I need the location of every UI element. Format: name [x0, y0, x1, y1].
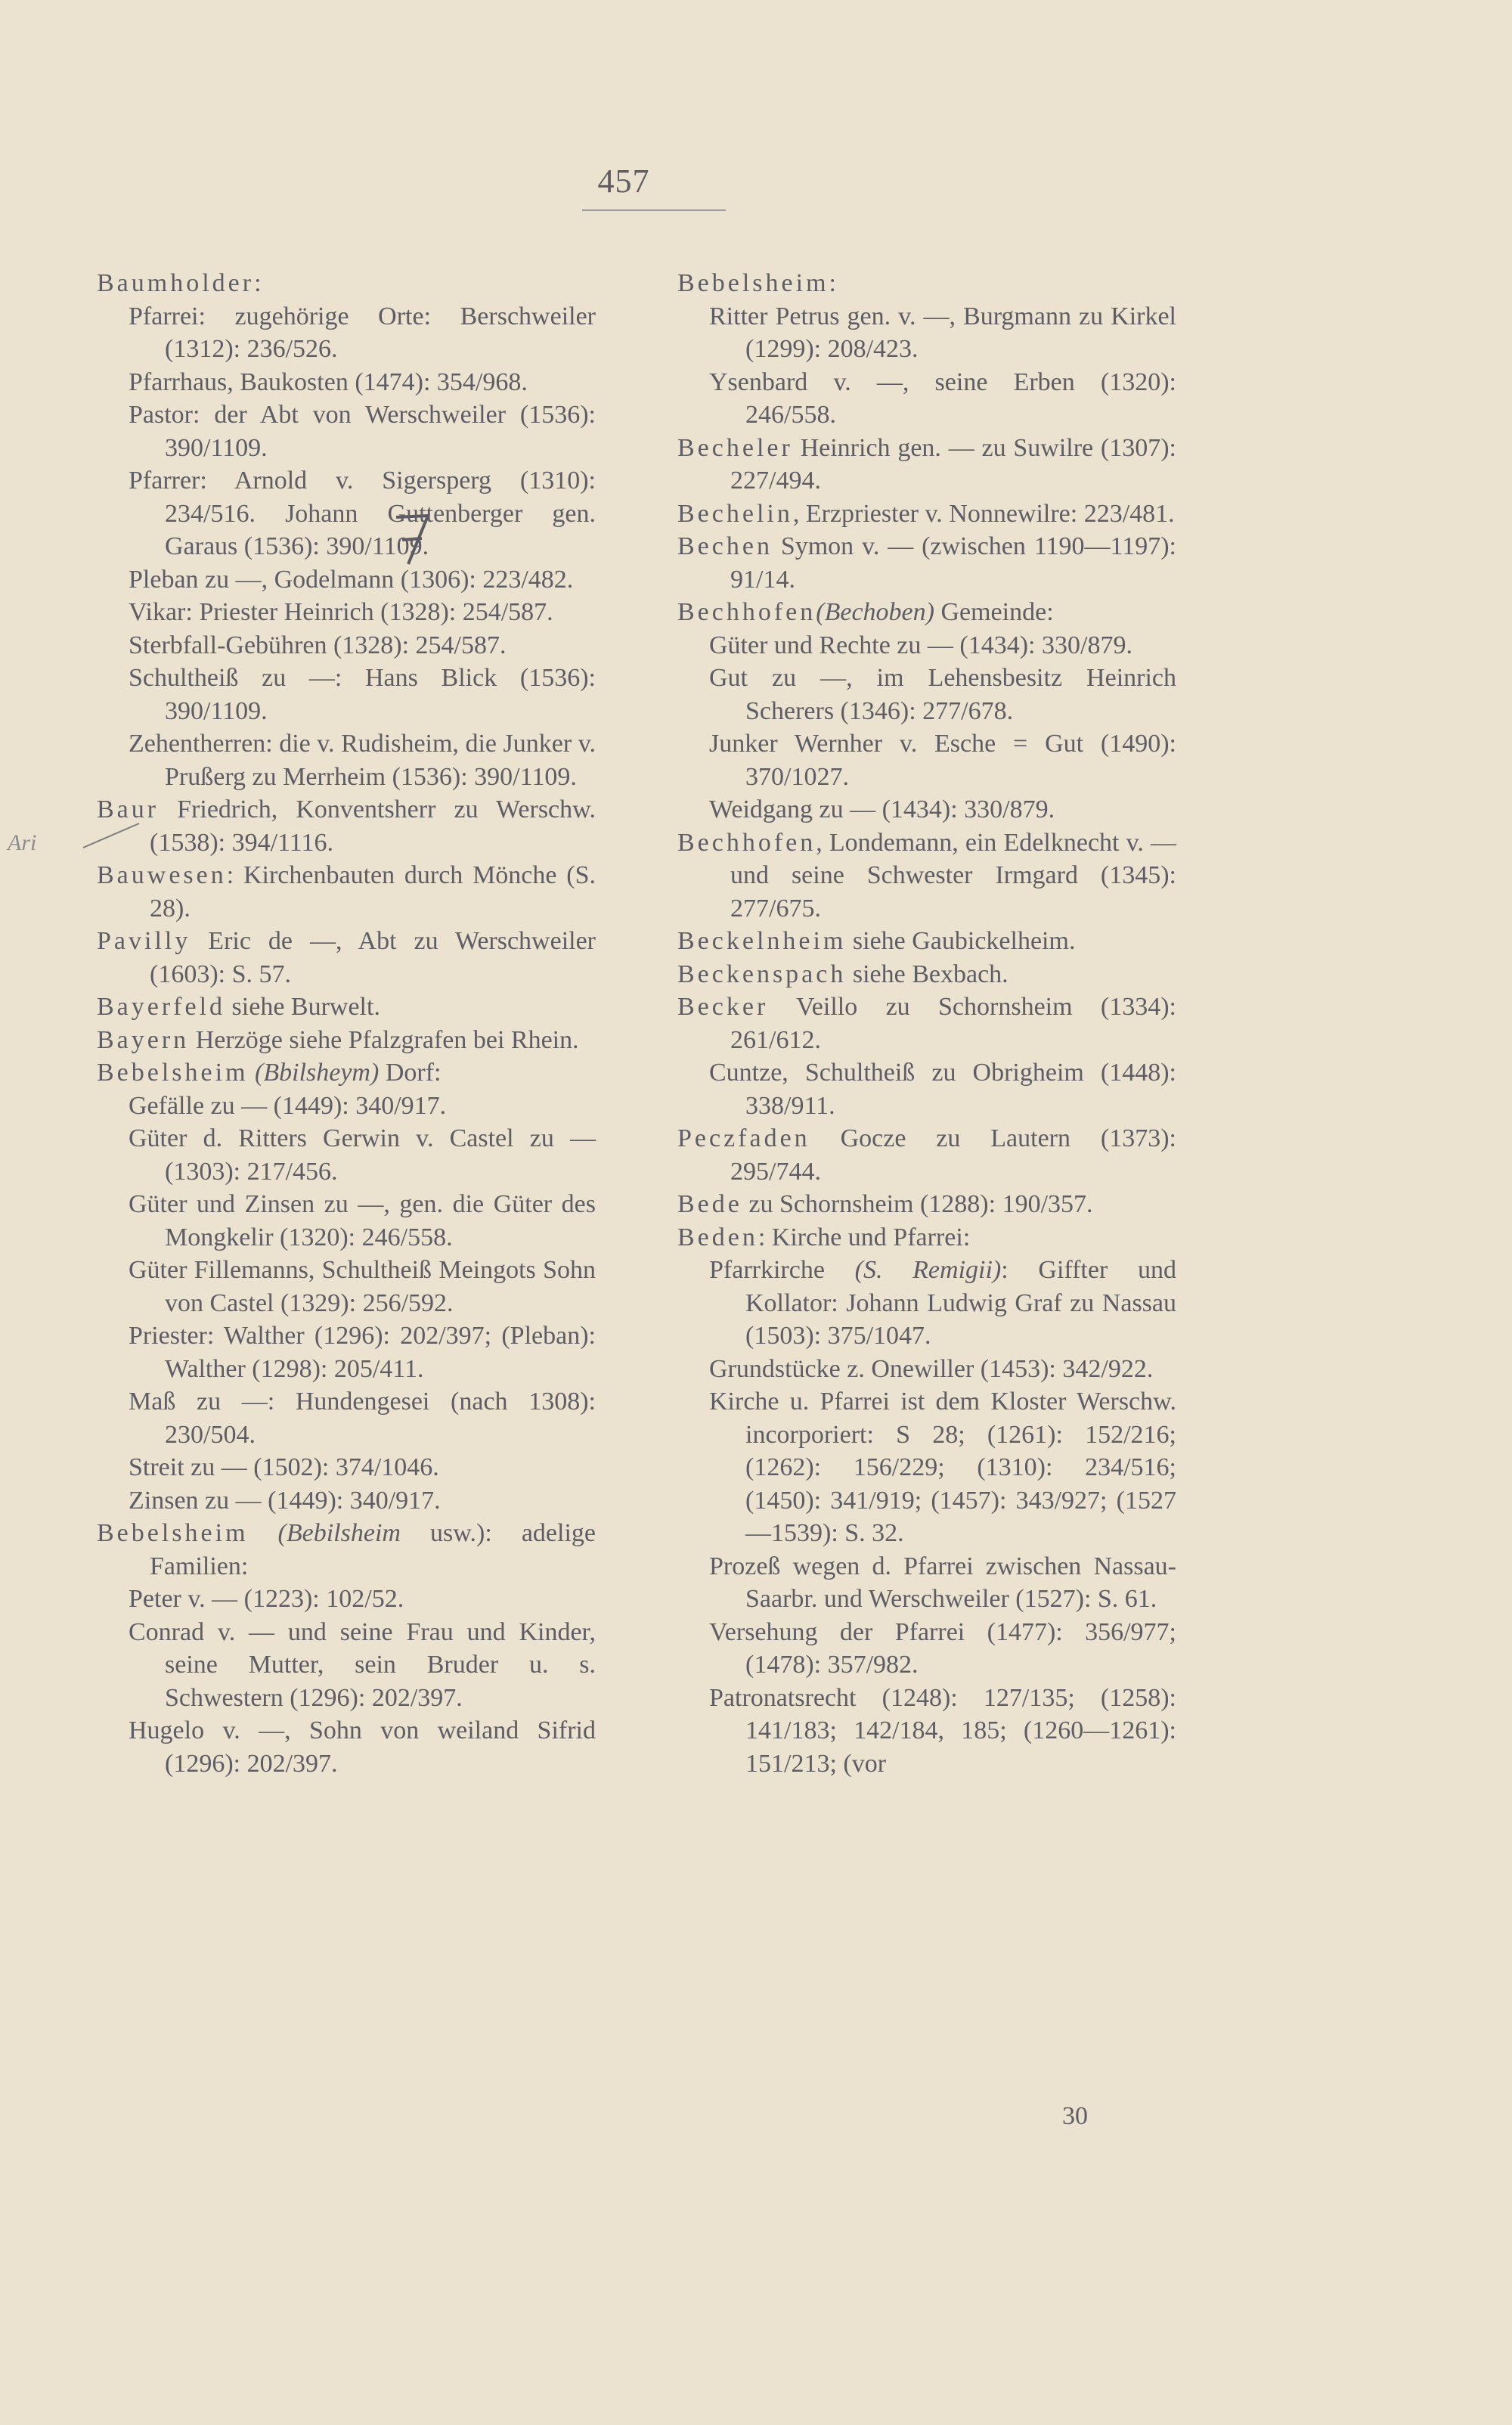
index-entry	[97, 1319, 596, 1385]
index-entry	[677, 366, 1176, 432]
entry-keyword: Bebelsheim	[97, 1519, 249, 1547]
entry-text: :	[829, 269, 836, 297]
page-number: 457	[597, 163, 650, 200]
entry-historic-spelling: (Bbilsheym)	[248, 1059, 380, 1087]
entry-keyword: Bede	[677, 1190, 742, 1218]
entry-text: Zehentherren: die v. Rudisheim, die Junker v. Prußerg zu Merrheim (1536): 390/1109.	[129, 730, 596, 791]
index-entry	[677, 1122, 1176, 1188]
entry-text: Dorf:	[379, 1059, 442, 1087]
entry-text: usw.): adelige Familien:	[150, 1519, 596, 1580]
index-entry	[97, 596, 596, 629]
index-entry	[677, 1254, 1176, 1353]
entry-keyword: Beden	[677, 1223, 758, 1251]
index-entry	[677, 958, 1176, 991]
entry-historic-spelling: (Bechoben)	[816, 598, 934, 626]
entry-text: Heinrich gen. — zu Suwilre (1307): 227/494.	[730, 433, 1176, 495]
entry-historic-spelling: (Bebilsheim	[248, 1519, 401, 1547]
entry-keyword: Beckelnheim	[677, 927, 847, 955]
index-entry	[677, 1616, 1176, 1682]
index-entry	[97, 793, 596, 859]
entry-text: Gocze zu Lautern (1373): 295/744.	[730, 1124, 1176, 1186]
index-entry	[677, 1353, 1176, 1386]
index-entry	[97, 1583, 596, 1616]
entry-text: Priester: Walther (1296): 202/397; (Pleban): Walther (1298): 205/411.	[129, 1322, 596, 1383]
index-entry	[677, 991, 1176, 1056]
entry-text: Güter und Rechte zu — (1434): 330/879.	[709, 631, 1132, 659]
entry-text: Güter Fillemanns, Schultheiß Meingots Sohn von Castel (1329): 256/592.	[129, 1256, 596, 1317]
entry-text: Pleban zu —, Godelmann (1306): 223/482.	[129, 565, 574, 594]
index-entry	[97, 1714, 596, 1780]
index-entry	[97, 464, 596, 563]
index-entry	[97, 727, 596, 793]
entry-text: Cuntze, Schultheiß zu Obrigheim (1448): 338/911.	[709, 1059, 1176, 1120]
entry-text: Friedrich, Konventsherr zu Werschw. (1538): 394/1116.	[150, 795, 596, 857]
index-entry	[677, 1682, 1176, 1781]
entry-text: Pfarrhaus, Baukosten (1474): 354/968.	[129, 367, 528, 396]
entry-text: Veillo zu Schornsheim (1334): 261/612.	[730, 993, 1176, 1054]
entry-text: Weidgang zu — (1434): 330/879.	[709, 795, 1055, 823]
entry-keyword: Becheler	[677, 433, 793, 462]
entry-keyword: Bebelsheim	[677, 269, 829, 297]
entry-historic-spelling: (S. Remigii)	[824, 1256, 1002, 1284]
entry-text: siehe Gaubickelheim.	[846, 927, 1076, 955]
entry-text: Symon v. — (zwischen 1190—1197): 91/14.	[730, 532, 1176, 594]
entry-text: Grundstücke z. Onewiller (1453): 342/922.	[709, 1354, 1154, 1383]
index-entry	[677, 432, 1176, 498]
entry-keyword: Baur	[97, 795, 160, 823]
entry-text: Pastor: der Abt von Werschweiler (1536): 390/1109.	[129, 401, 596, 462]
index-entry	[97, 267, 596, 300]
index-entry	[677, 596, 1176, 629]
entry-text: Pfarrkirche	[709, 1256, 825, 1284]
entry-text: Kirche u. Pfarrei ist dem Kloster Werschw. incorporiert: S 28; (1261): 152/216; (1262): 156/229; (1310): 234/516; (1450): 341/919; (1457): 343/927; (1527—1539): S. 32.	[709, 1388, 1176, 1547]
entry-text: Zinsen zu — (1449): 340/917.	[129, 1486, 441, 1515]
index-entry	[677, 530, 1176, 596]
margin-annotation: Ari	[8, 830, 37, 855]
entry-text: : Kirche und Pfarrei:	[758, 1223, 971, 1251]
index-entry	[97, 366, 596, 399]
entry-keyword: Pavilly	[97, 927, 191, 955]
entry-text: Gemeinde:	[934, 598, 1054, 626]
index-column-left	[97, 267, 596, 1780]
entry-keyword: Beckenspach	[677, 960, 847, 988]
entry-text: Versehung der Pfarrei (1477): 356/977; (1478): 357/982.	[709, 1617, 1176, 1679]
entry-keyword: Baumholder	[97, 269, 255, 297]
entry-text: Schultheiß zu —: Hans Blick (1536): 390/1109.	[129, 664, 596, 725]
index-entry	[97, 1385, 596, 1451]
index-entry	[677, 1188, 1176, 1221]
entry-text: : Giffter und Kollator: Johann Ludwig Graf zu Nassau (1503): 375/1047.	[745, 1256, 1176, 1350]
index-entry	[97, 925, 596, 991]
entry-text: Ritter Petrus gen. v. —, Burgmann zu Kirkel (1299): 208/423.	[709, 302, 1176, 363]
entry-text: , Londemann, ein Edelknecht v. — und seine Schwester Irmgard (1345): 277/675.	[730, 828, 1176, 923]
index-entry	[97, 1451, 596, 1484]
index-entry	[677, 1385, 1176, 1550]
index-entry	[677, 1056, 1176, 1122]
entry-keyword: Becker	[677, 993, 769, 1021]
entry-text: Peter v. — (1223): 102/52.	[129, 1585, 404, 1613]
entry-text: Conrad v. — und seine Frau und Kinder, seine Mutter, sein Bruder u. s. Schwestern (1296): 202/397.	[129, 1617, 596, 1712]
entry-keyword: Bechhofen	[677, 598, 816, 626]
index-entry	[97, 1254, 596, 1319]
entry-text: Junker Wernher v. Esche = Gut (1490): 370/1027.	[709, 730, 1176, 791]
entry-text: Patronatsrecht (1248): 127/135; (1258): 141/183; 142/184, 185; (1260—1261): 151/213; (vor	[709, 1683, 1176, 1778]
entry-keyword: Bayern	[97, 1025, 190, 1054]
entry-keyword: Bauwesen	[97, 861, 227, 889]
entry-text: , Erzpriester v. Nonnewilre: 223/481.	[792, 499, 1175, 528]
entry-text: Güter und Zinsen zu —, gen. die Güter des Mongkelir (1320): 246/558.	[129, 1190, 596, 1251]
index-entry	[97, 398, 596, 464]
index-entry	[677, 662, 1176, 727]
index-entry	[97, 563, 596, 597]
entry-text: Pfarrei: zugehörige Orte: Berschweiler (1312): 236/526.	[129, 302, 596, 363]
index-entry	[677, 267, 1176, 300]
entry-text: Vikar: Priester Heinrich (1328): 254/587.	[129, 598, 553, 626]
entry-text: Prozeß wegen d. Pfarrei zwischen Nassau-Saarbr. und Werschweiler (1527): S. 61.	[709, 1552, 1176, 1613]
entry-text: Pfarrer: Arnold v. Sigersperg (1310): 234/516. Johann Guttenberger gen. Garaus (1536): 390/1109.	[129, 467, 596, 560]
index-entry	[97, 1484, 596, 1518]
entry-text: zu Schornsheim (1288): 190/357.	[742, 1190, 1093, 1218]
index-entry	[677, 925, 1176, 958]
index-entry	[97, 1517, 596, 1583]
entry-keyword: Bechen	[677, 532, 773, 560]
entry-text: Sterbfall-Gebühren (1328): 254/587.	[129, 631, 507, 659]
index-entry	[97, 1024, 596, 1057]
entry-text: Eric de —, Abt zu Werschweiler (1603): S. 57.	[150, 927, 596, 988]
index-column-right	[677, 267, 1176, 1780]
entry-text: Hugelo v. —, Sohn von weiland Sifrid (1296): 202/397.	[129, 1716, 596, 1778]
index-entry	[677, 629, 1176, 662]
entry-text: Maß zu —: Hundengesei (nach 1308): 230/504.	[129, 1388, 596, 1449]
entry-text: siehe Bexbach.	[846, 960, 1009, 988]
index-entry	[97, 300, 596, 366]
entry-keyword: Bechhofen	[677, 828, 816, 857]
index-entry	[677, 1221, 1176, 1254]
entry-text: siehe Burwelt.	[225, 993, 380, 1021]
entry-keyword: Bechelin	[677, 499, 793, 528]
index-entry	[677, 498, 1176, 531]
index-entry	[97, 662, 596, 727]
index-entry	[677, 826, 1176, 926]
index-entry	[97, 1056, 596, 1090]
entry-text: Ysenbard v. —, seine Erben (1320): 246/558.	[709, 367, 1176, 429]
entry-text: :	[254, 269, 262, 297]
index-entry	[677, 793, 1176, 826]
header-rule	[582, 209, 726, 211]
entry-text: Güter d. Ritters Gerwin v. Castel zu — (1303): 217/456.	[129, 1124, 596, 1186]
index-entry	[677, 1550, 1176, 1616]
index-entry	[97, 1616, 596, 1715]
entry-text: : Kirchenbauten durch Mönche (S. 28).	[150, 861, 596, 923]
entry-keyword: Bebelsheim	[97, 1059, 249, 1087]
index-entry	[97, 1090, 596, 1123]
entry-keyword: Peczfaden	[677, 1124, 810, 1152]
index-entry	[97, 991, 596, 1024]
entry-text: Streit zu — (1502): 374/1046.	[129, 1453, 439, 1481]
index-entry	[677, 727, 1176, 793]
index-entry	[677, 300, 1176, 366]
signature-mark: 30	[1062, 2102, 1088, 2130]
index-entry	[97, 629, 596, 662]
entry-text: Gefälle zu — (1449): 340/917.	[129, 1091, 447, 1120]
index-entry	[97, 1122, 596, 1188]
entry-keyword: Bayerfeld	[97, 993, 226, 1021]
entry-text: Gut zu —, im Lehensbesitz Heinrich Scherers (1346): 277/678.	[709, 664, 1176, 725]
index-entry	[97, 1188, 596, 1254]
index-entry	[97, 859, 596, 925]
entry-text: Herzöge siehe Pfalzgrafen bei Rhein.	[189, 1025, 579, 1054]
